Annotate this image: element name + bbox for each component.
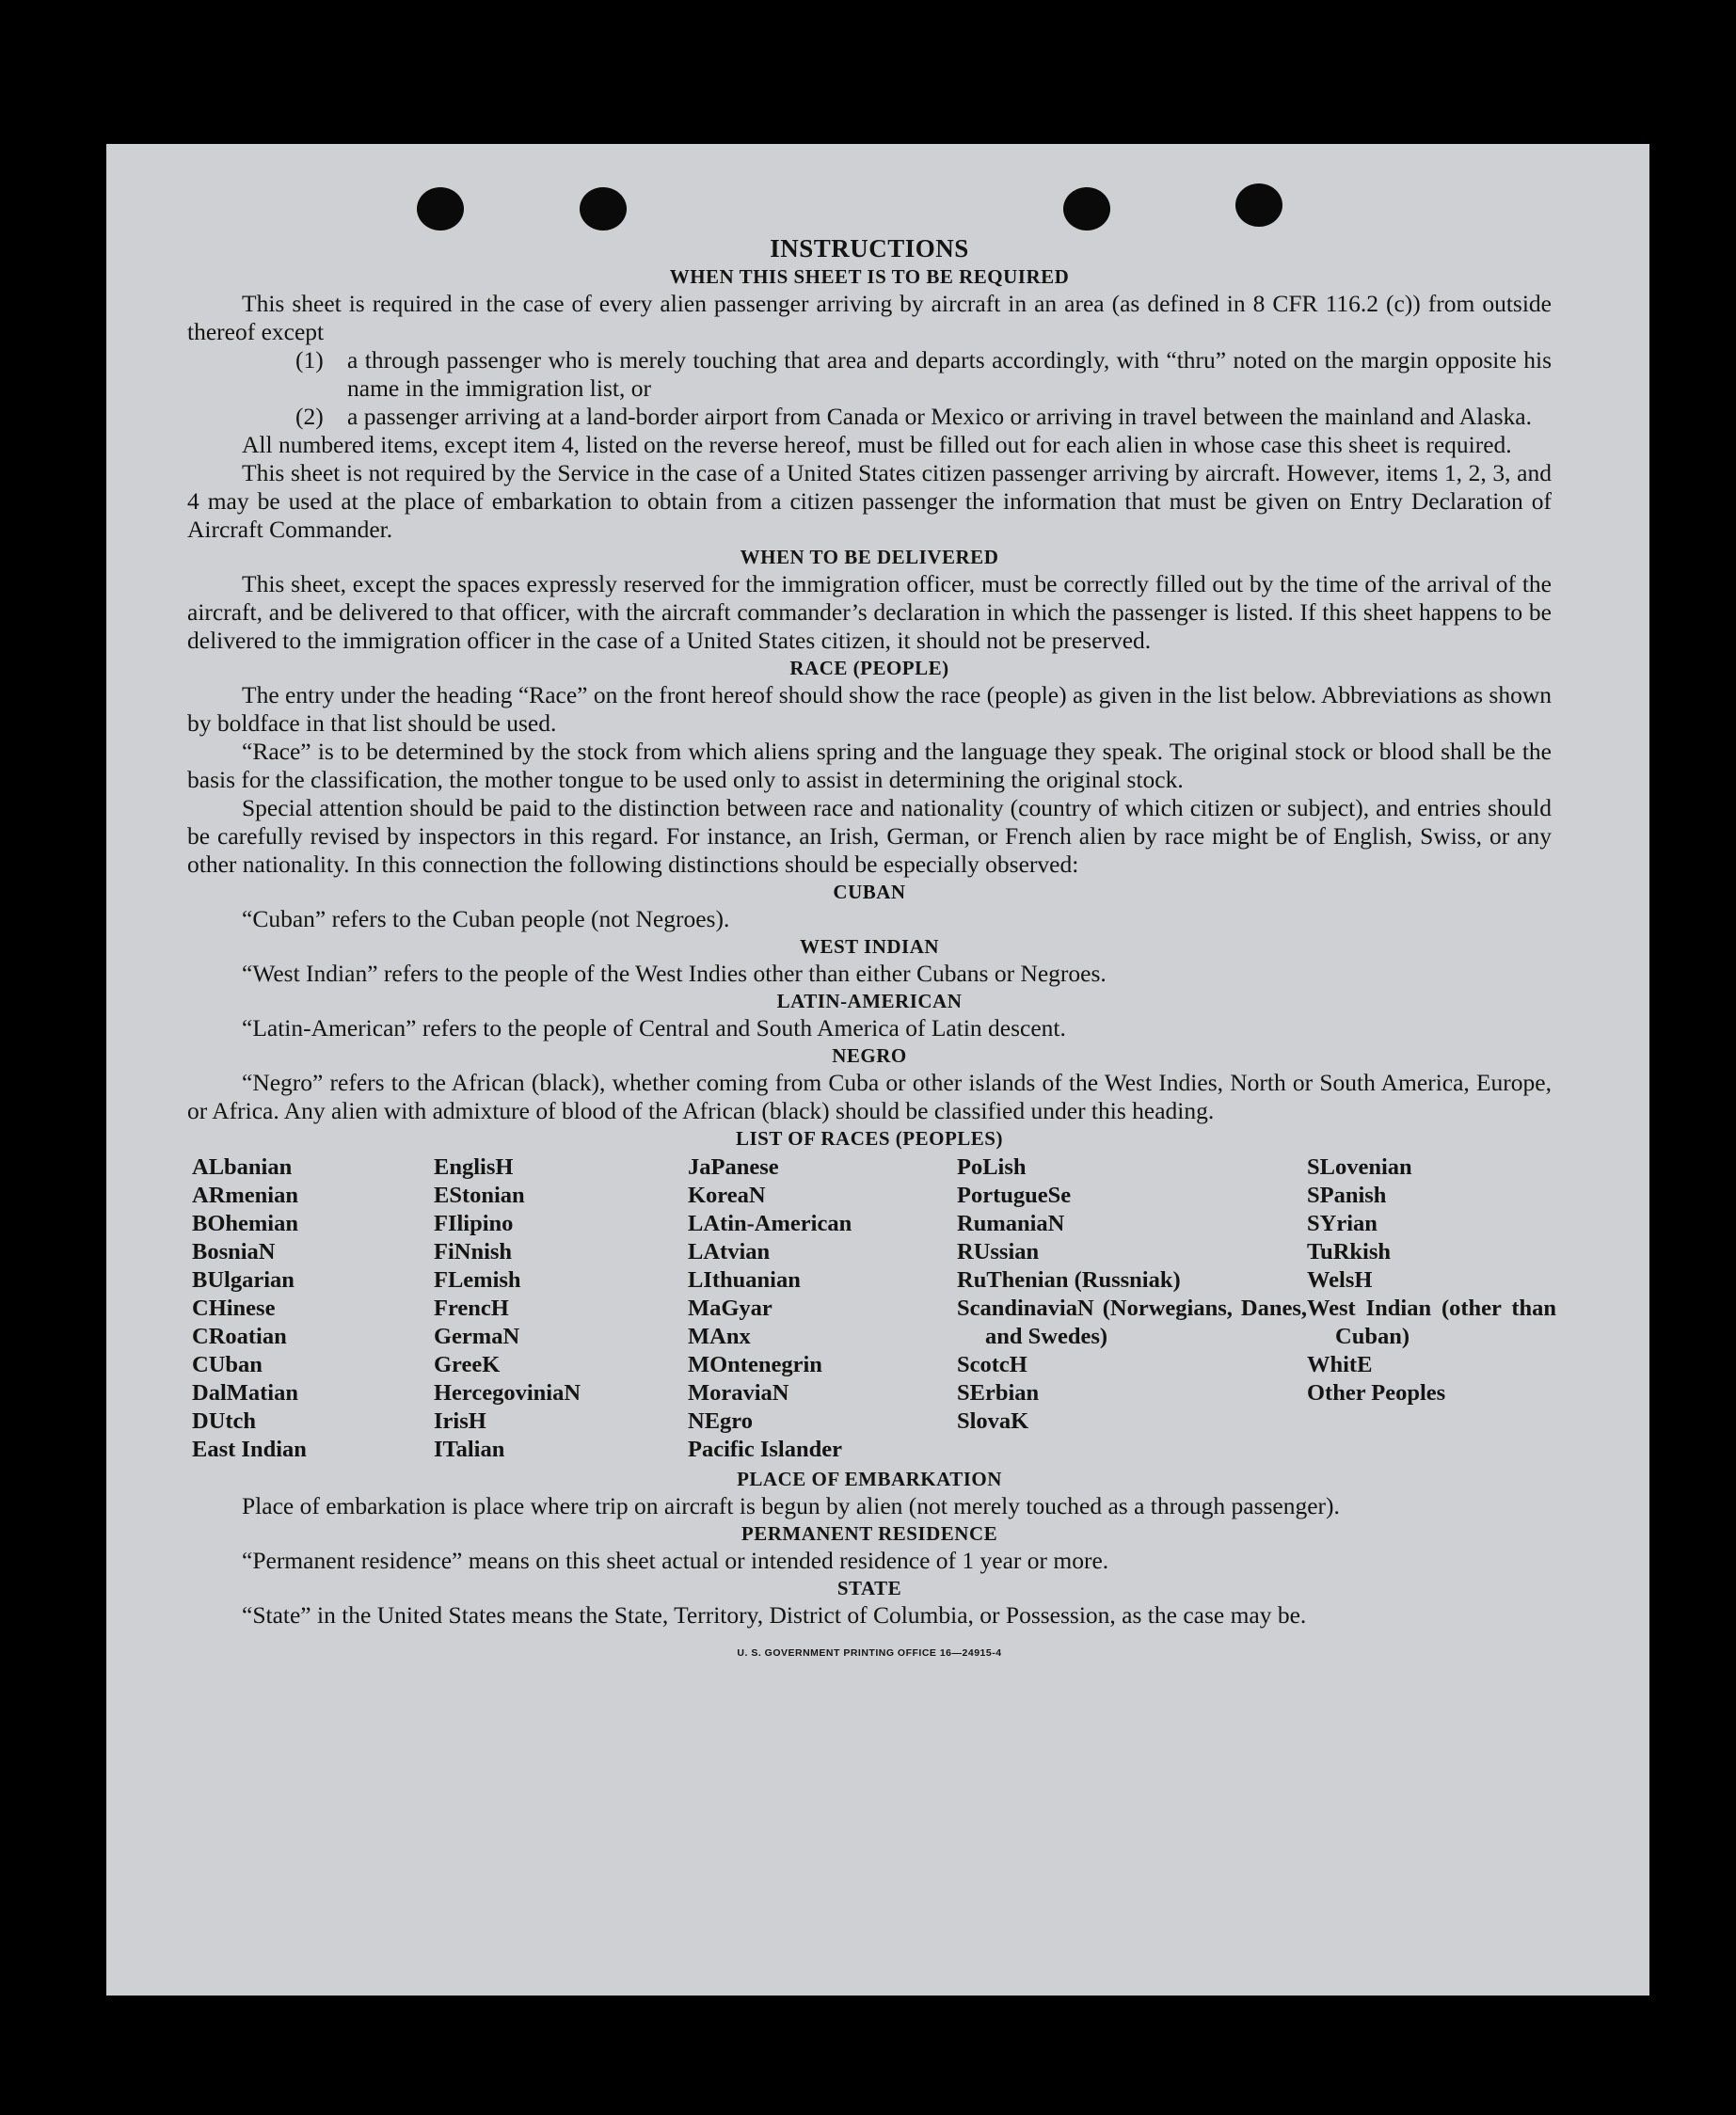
race-entry: LAtvian [688,1239,771,1264]
definition-heading-west-indian: WEST INDIAN [799,935,940,958]
section-heading-delivery: WHEN TO BE DELIVERED [740,546,999,568]
definition-heading-negro: NEGRO [832,1044,907,1067]
race-paragraph-2: “Race” is to be determined by the stock from which aliens spring and the language they speak. The original stock or blood shall be the basis for the classification, the mother tongue to be used only to assist in determining the original stock. [187,738,1552,793]
race-entry: PortugueSe [957,1183,1072,1208]
race-entry: TuRkish [1307,1239,1392,1264]
race-entry: Pacific Islander [688,1437,842,1462]
race-entry: SYrian [1307,1211,1378,1236]
section-heading-residence: PERMANENT RESIDENCE [741,1522,998,1545]
race-entry: WelsH [1307,1267,1373,1293]
race-entry: HercegovinіaN [434,1380,581,1406]
race-entry: MaGyar [688,1296,772,1321]
definition-text-latin-american: “Latin-American” refers to the people of Central and South America of Latin descent. [242,1014,1066,1042]
race-entry: SLovenian [1307,1154,1412,1180]
races-list [192,1153,1556,1464]
race-entry: KoreaN [688,1183,766,1208]
races-column [434,1153,688,1464]
race-entry: CUban [192,1352,263,1377]
exception-number: (1) [295,346,324,374]
section-heading-races-list: LIST OF RACES (PEOPLES) [736,1127,1003,1150]
punch-hole [580,187,627,231]
definition-heading-cuban: CUBAN [833,881,906,903]
race-entry: ALbanian [192,1154,293,1180]
race-entry: FrencH [434,1296,509,1321]
races-column [192,1153,434,1464]
numbered-items-paragraph: All numbered items, except item 4, listed on the reverse hereof, must be filled out for each alien in whose case this sheet is required. [242,431,1512,458]
race-paragraph-3: Special attention should be paid to the distinction between race and nationality (country of which citizen or subject), and entries should be carefully revised by inspectors in this regard. For instance, an Irish, German, or French alien by race might be of English, Swiss, or any other nationality. In this connection the following distinctions should be especially observed: [187,794,1552,878]
section-heading-embarkation: PLACE OF EMBARKATION [737,1468,1002,1490]
race-entry: GreeK [434,1352,501,1377]
race-entry: BUlgarian [192,1267,295,1293]
race-entry: NEgro [688,1408,753,1434]
race-entry: WhitE [1307,1352,1373,1377]
race-entry: MoraviaN [688,1380,789,1406]
section-heading-state: STATE [836,1577,902,1599]
race-entry: EStonian [434,1183,525,1208]
race-entry: FiNnish [434,1239,513,1264]
residence-paragraph: “Permanent residence” means on this sheet actual or intended residence of 1 year or more. [242,1547,1109,1574]
printing-office-footer: U. S. GOVERNMENT PRINTING OFFICE 16—24915-4 [737,1647,1002,1659]
race-entry: RUssian [957,1239,1040,1264]
exception-text: a passenger arriving at a land-border airport from Canada or Mexico or arriving in travel between the mainland and Alaska. [347,403,1532,430]
punch-hole [1063,187,1110,231]
races-column [688,1153,957,1464]
race-entry: JaPanese [688,1154,779,1180]
exception-number: (2) [295,403,324,430]
race-entry: SPanish [1307,1183,1387,1208]
race-paragraph-1: The entry under the heading “Race” on the front hereof should show the race (people) as given in the list below. Abbreviations as shown by boldface in that list should be used. [187,681,1552,737]
race-entry: CHinese [192,1296,276,1321]
race-entry: RuThenian (Russniak) [957,1267,1181,1293]
race-entry: ScotcH [957,1352,1027,1377]
punch-hole [1235,183,1282,227]
definition-text-west-indian: “West Indian” refers to the people of the West Indies other than either Cubans or Negroes. [242,960,1107,987]
race-entry: RumaniaN [957,1211,1065,1236]
race-entry: BOhemian [192,1211,298,1236]
race-entry: CRoatian [192,1324,287,1349]
race-entry: ScandinaviaN (Norwegians, Danes, and Swedes) [957,1296,1307,1349]
race-entry: MOntenegrin [688,1352,822,1377]
exception-item [187,403,1552,431]
race-entry: SErbian [957,1380,1040,1406]
race-entry: DUtch [192,1408,257,1434]
state-paragraph: “State” in the United States means the State, Territory, District of Columbia, or Possession, as the case may be. [242,1601,1307,1629]
races-column [1307,1153,1556,1464]
race-entry: SlovaK [957,1408,1029,1434]
citizen-paragraph: This sheet is not required by the Service in the case of a United States citizen passenger arriving by aircraft. However, items 1, 2, 3, and 4 may be used at the place of embarkation to obtain from a citizen passenger the information that must be given on Entry Declaration of Aircraft Commander. [187,459,1552,543]
race-entry: FIlipino [434,1211,514,1236]
race-entry: BosniaN [192,1239,276,1264]
race-entry: PoLish [957,1154,1027,1180]
definition-text-negro: “Negro” refers to the African (black), whether coming from Cuba or other islands of the West Indies, North or South America, Europe, or Africa. Any alien with admixture of blood of the African (black) should be classified under this heading. [187,1069,1552,1124]
race-entry: GermaN [434,1324,520,1349]
race-entry: EnglisH [434,1154,514,1180]
race-entry: IrisH [434,1408,486,1434]
document-sheet [106,144,1649,1996]
definition-text-cuban: “Cuban” refers to the Cuban people (not Negroes). [242,905,730,932]
race-entry: ITalian [434,1437,505,1462]
race-entry: ARmenian [192,1183,298,1208]
race-entry: LAtin-American [688,1211,852,1236]
race-entry: East Indian [192,1437,307,1462]
race-entry: LIthuanian [688,1267,801,1293]
intro-paragraph: This sheet is required in the case of every alien passenger arriving by aircraft in an area (as defined in 8 CFR 116.2 (c)) from outside thereof except [187,290,1552,345]
race-entry: MAnx [688,1324,751,1349]
page-title: INSTRUCTIONS [770,234,969,262]
instructions-body [187,233,1556,1667]
embarkation-paragraph: Place of embarkation is place where trip on aircraft is begun by alien (not merely touched as a through passenger). [242,1492,1340,1519]
definition-heading-latin-american: LATIN-AMERICAN [776,990,963,1012]
exception-item [187,346,1552,403]
punch-hole [417,187,464,231]
section-heading-race: RACE (PEOPLE) [789,657,949,679]
race-entry: West Indian (other than Cuban) [1307,1296,1556,1349]
delivery-paragraph: This sheet, except the spaces expressly reserved for the immigration officer, must be correctly filled out by the time of the arrival of the aircraft, and be delivered to that officer, with the aircraft commander’s declaration in which the passenger is listed. If this sheet happens to be delivered to the immigration officer in the case of a United States citizen, it should not be preserved. [187,570,1552,654]
race-entry: DalMatian [192,1380,298,1406]
section-heading-when-required: WHEN THIS SHEET IS TO BE REQUIRED [669,265,1070,288]
race-entry: Other Peoples [1307,1380,1446,1406]
exception-text: a through passenger who is merely touching that area and departs accordingly, with “thru” noted on the margin opposite his name in the immigration list, or [347,346,1552,402]
race-entry: FLemish [434,1267,521,1293]
races-column [957,1153,1307,1464]
